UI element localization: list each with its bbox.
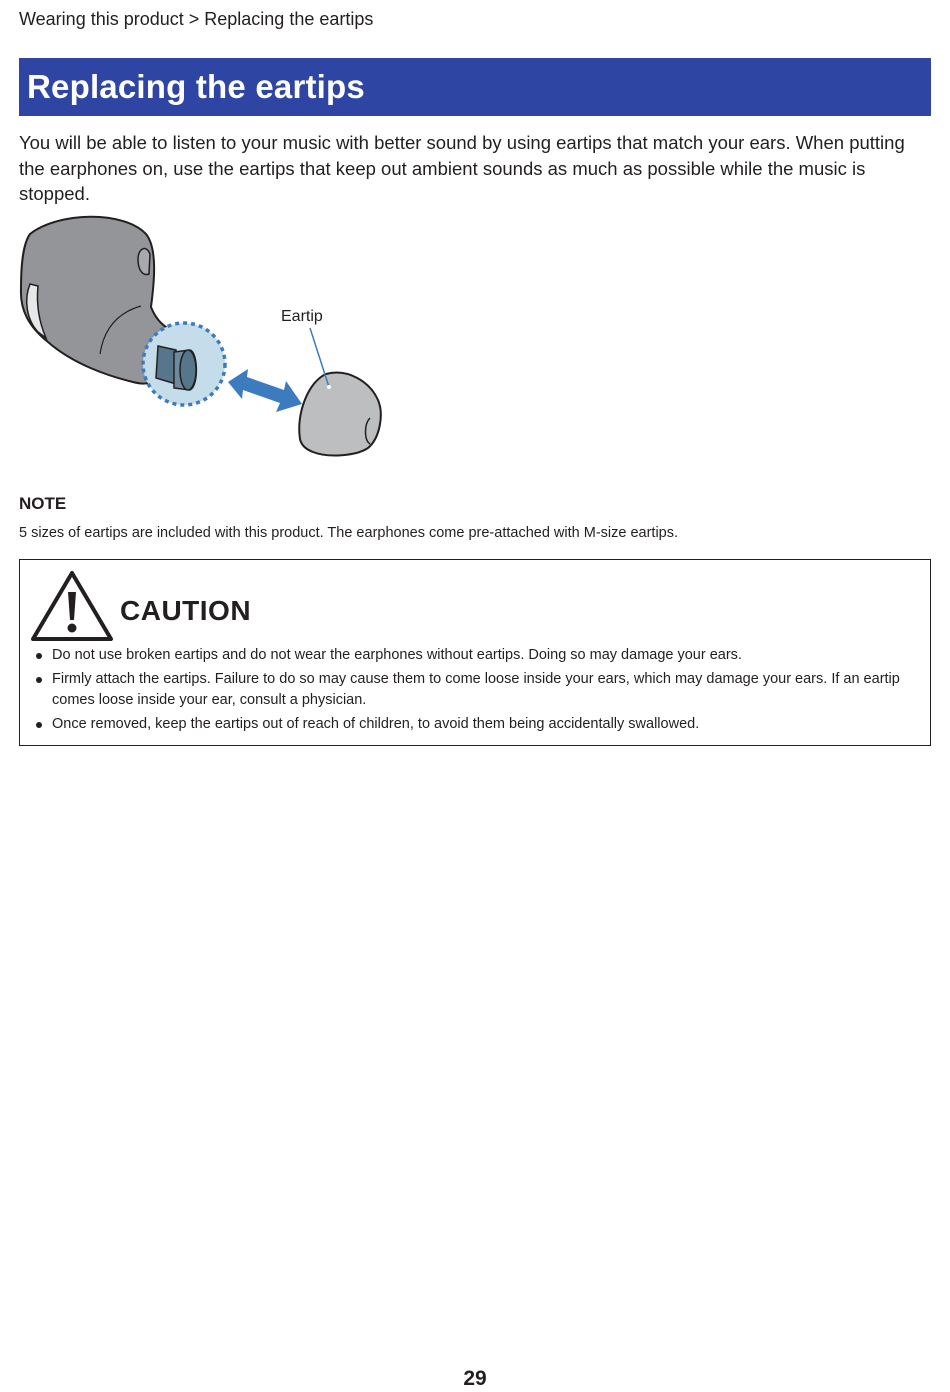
- title-bar: [19, 58, 931, 116]
- nozzle-end: [180, 350, 196, 390]
- caution-box: [19, 559, 931, 746]
- earphone-notch: [138, 249, 150, 275]
- intro-paragraph: You will be able to listen to your music with better sound by using eartips that match your ears. When putting the earphones on, use the eartips that keep out ambient sounds as much as possible while the music is stopped.: [19, 132, 905, 204]
- note-text: 5 sizes of eartips are included with this product. The earphones come pre-attached with M-size eartips.: [19, 525, 679, 541]
- caution-item: Do not use broken eartips and do not wear the earphones without eartips. Doing so may damage your ears.: [52, 645, 942, 666]
- earphone-eartip-drawing: [18, 214, 390, 464]
- note-heading: NOTE: [19, 494, 67, 513]
- breadcrumb: Wearing this product > Replacing the eartips: [19, 9, 374, 29]
- caution-list: [20, 645, 942, 738]
- eartip-leader-dot: [327, 385, 331, 389]
- page-number: 29: [463, 1367, 487, 1390]
- page-title: Replacing the eartips: [27, 68, 365, 105]
- earphone-nozzle: [156, 346, 176, 384]
- eartip-label: Eartip: [281, 308, 323, 325]
- warning-triangle-icon: [30, 570, 114, 642]
- caution-title: CAUTION: [120, 595, 252, 626]
- caution-item: Firmly attach the eartips. Failure to do so may cause them to come loose inside your ears, which may damage your ears. If an eartip comes loose inside your ear, consult a physician.: [52, 669, 942, 711]
- eartip-illustration: [18, 214, 390, 464]
- caution-item: Once removed, keep the eartips out of reach of children, to avoid them being accidentally swallowed.: [52, 714, 942, 735]
- double-arrow: [228, 369, 302, 412]
